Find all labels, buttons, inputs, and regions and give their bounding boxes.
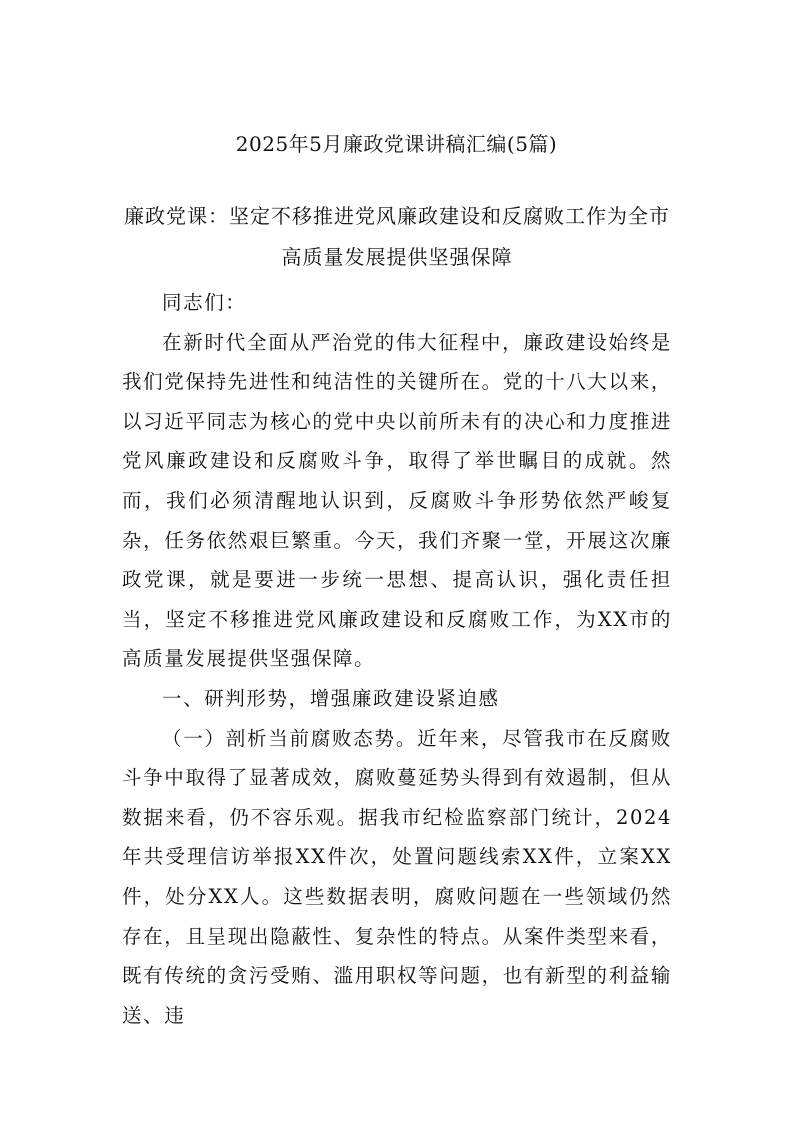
salutation-paragraph: 同志们： xyxy=(162,291,247,314)
document-title: 2025年5月廉政党课讲稿汇编(5篇) xyxy=(235,132,558,156)
subsection-paragraph: （一）剖析当前腐败态势。近年来，尽管我市在反腐败斗争中取得了显著成效，腐败蔓延势头得到有效遏制，但从数据来看，仍不容乐观。据我市纪检监察部门统计，2024年共受理信访举报XX件次，处置问题线索XX件，立案XX件，处分XX人。这些数据表明，腐败问题在一些领域仍然存在，且呈现出隐蔽性、复杂性的特点。从案件类型来看，既有传统的贪污受贿、滥用职权等问题，也有新型的利益输送、违 xyxy=(122,726,672,1027)
section-heading: 一、研判形势，增强廉政建设紧迫感 xyxy=(162,686,500,710)
intro-paragraph: 在新时代全面从严治党的伟大征程中，廉政建设始终是我们党保持先进性和纯洁性的关键所在。党的十八大以来，以习近平同志为核心的党中央以前所未有的决心和力度推进党风廉政建设和反腐败斗争，取得了举世瞩目的成就。然而，我们必须清醒地认识到，反腐败斗争形势依然严峻复杂，任务依然艰巨繁重。今天，我们齐聚一堂，开展这次廉政党课，就是要进一步统一思想、提高认识，强化责任担当，坚定不移推进党风廉政建设和反腐败工作，为XX市的高质量发展提供坚强保障。 xyxy=(122,330,672,671)
article-title: 廉政党课：坚定不移推进党风廉政建设和反腐败工作为全市高质量发展提供坚强保障 xyxy=(124,204,670,269)
article-body xyxy=(122,283,672,1035)
